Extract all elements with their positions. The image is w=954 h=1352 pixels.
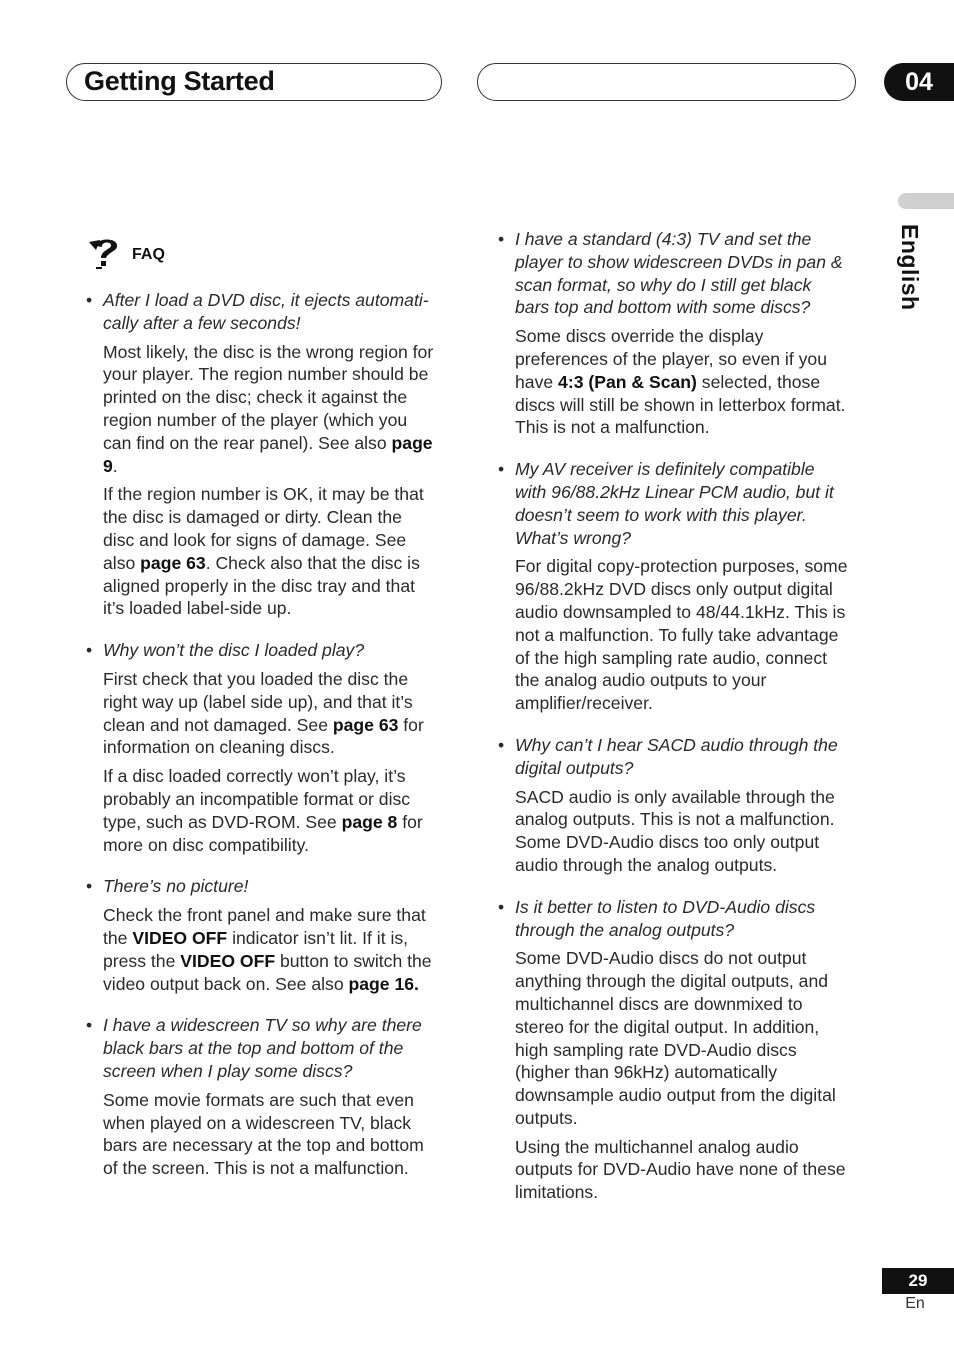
- bullet-icon: •: [86, 290, 93, 310]
- page-number: 29: [882, 1268, 954, 1294]
- faq-question: After I load a DVD disc, it ejects automati-cally after a few seconds!: [103, 290, 429, 333]
- answer-text: If a disc loaded correctly won’t play, it’s probably an incompatible format or disc type, such as DVD-ROM. See: [103, 766, 411, 832]
- bullet-icon: •: [86, 1015, 93, 1036]
- faq-item: [86, 639, 436, 856]
- answer-text: for information on cleaning discs.: [103, 714, 424, 758]
- answer-text: Most likely, the disc is the wrong region for your player. The region number should be printed on the disc; check it against the region number of the player (which you can find on the rear panel). See also: [103, 341, 434, 453]
- answer-text: . Check also that the disc is aligned properly in the disc tray and that it’s loaded label-side up.: [103, 552, 420, 619]
- faq-answer: [103, 904, 436, 995]
- bullet-icon: •: [86, 876, 93, 897]
- answer-text: .: [112, 455, 118, 476]
- faq-question: I have a widescreen TV so why are there black bars at the top and bottom of the screen when I play some discs?: [103, 1015, 422, 1081]
- faq-item: [498, 228, 848, 439]
- faq-item: [86, 875, 436, 995]
- question-mark-icon: [86, 236, 120, 270]
- faq-question: There’s no picture!: [103, 876, 249, 897]
- page-reference: VIDEO OFF: [132, 927, 228, 948]
- faq-item: [86, 289, 436, 620]
- header-title-frame: [66, 63, 442, 101]
- answer-text: Some DVD-Audio discs do not output anything through the digital outputs, and multichannel discs are downmixed to stereo for the digital output. In addition, high sampling rate DVD-Audio discs (higher than 96kHz) automatically downsample audio output from the digital outputs.: [515, 948, 836, 1128]
- faq-right-column: [498, 228, 848, 1223]
- faq-answer: [515, 1136, 848, 1204]
- answer-text: Using the multichannel analog audio outputs for DVD-Audio have none of these limitations.: [515, 1136, 846, 1203]
- faq-answer: [103, 483, 436, 620]
- faq-question: Is it better to listen to DVD-Audio discs through the analog outputs?: [515, 896, 816, 940]
- bullet-icon: •: [498, 734, 505, 755]
- faq-label: FAQ: [132, 246, 165, 263]
- page-language: En: [905, 1295, 925, 1312]
- page-reference: VIDEO OFF: [180, 950, 276, 971]
- faq-question: I have a standard (4:3) TV and set the player to show widescreen DVDs in pan & scan format, so why do I still get black bars top and bottom with some discs?: [515, 229, 843, 318]
- bullet-icon: •: [498, 896, 505, 917]
- answer-text: indicator isn’t lit. If it is, press the: [103, 927, 409, 971]
- chapter-number-tab: 04: [884, 63, 954, 101]
- bullet-icon: •: [86, 640, 93, 661]
- faq-item: [86, 1014, 436, 1180]
- answer-text: for more on disc compatibility.: [103, 811, 423, 855]
- faq-left-column: [86, 289, 436, 1199]
- faq-question: My AV receiver is definitely compatible with 96/88.2kHz Linear PCM audio, but it doesn’t seem to work with this player. What’s wrong?: [515, 459, 834, 548]
- page-reference: page 8: [341, 811, 398, 832]
- header-section-frame: [477, 63, 856, 101]
- answer-text: Check the front panel and make sure that the: [103, 905, 426, 948]
- page-reference: page 16.: [348, 973, 419, 994]
- page-reference: page 63: [140, 552, 206, 573]
- answer-text: If the region number is OK, it may be that the disc is damaged or dirty. Clean the disc and look for signs of damage. See also: [103, 484, 424, 573]
- faq-item: [498, 458, 848, 715]
- answer-text: Some discs override the display preferences of the player, so even if you have: [515, 326, 827, 392]
- answer-text: Some movie formats are such that even when played on a widescreen TV, black bars are necessary at the top and bottom of the screen. This is not a malfunction.: [103, 1089, 424, 1179]
- faq-answer: [103, 1089, 436, 1180]
- faq-answer: [103, 341, 436, 478]
- bullet-icon: •: [498, 229, 505, 249]
- answer-text: selected, those discs will still be shown in letterbox format. This is not a malfunction.: [515, 371, 846, 438]
- faq-question: Why won’t the disc I loaded play?: [103, 640, 365, 661]
- page-title: Getting Started: [84, 66, 275, 96]
- page-reference: page 63: [332, 714, 399, 735]
- answer-text: SACD audio is only available through the analog outputs. This is not a malfunction. Some DVD-Audio discs too only output audio through the analog outputs.: [515, 786, 835, 875]
- page-reference: page 9: [103, 432, 433, 476]
- faq-answer: [515, 325, 848, 439]
- faq-answer: [515, 555, 848, 715]
- answer-text: button to switch the video output back on. See also: [103, 950, 432, 994]
- faq-answer: [103, 765, 436, 856]
- faq-question: Why can’t I hear SACD audio through the digital outputs?: [515, 734, 838, 778]
- faq-item: [498, 896, 848, 1204]
- answer-text: For digital copy-protection purposes, some 96/88.2kHz DVD discs only output digital audio downsampled to 48/44.1kHz. This is not a malfunction. To fully take advantage of the high sampling rate audio, connect the analog audio outputs to your amplifier/receiver.: [515, 556, 848, 714]
- page-reference: 4:3 (Pan & Scan): [558, 371, 697, 392]
- bullet-icon: •: [498, 459, 505, 480]
- answer-text: First check that you loaded the disc the right way up (label side up), and that it’s clean and not damaged. See: [103, 668, 413, 735]
- faq-item: [498, 734, 848, 877]
- faq-answer: [515, 947, 848, 1129]
- language-label: English: [897, 224, 923, 311]
- language-tab-strip: [898, 193, 954, 209]
- faq-answer: [103, 668, 436, 759]
- faq-answer: [515, 786, 848, 877]
